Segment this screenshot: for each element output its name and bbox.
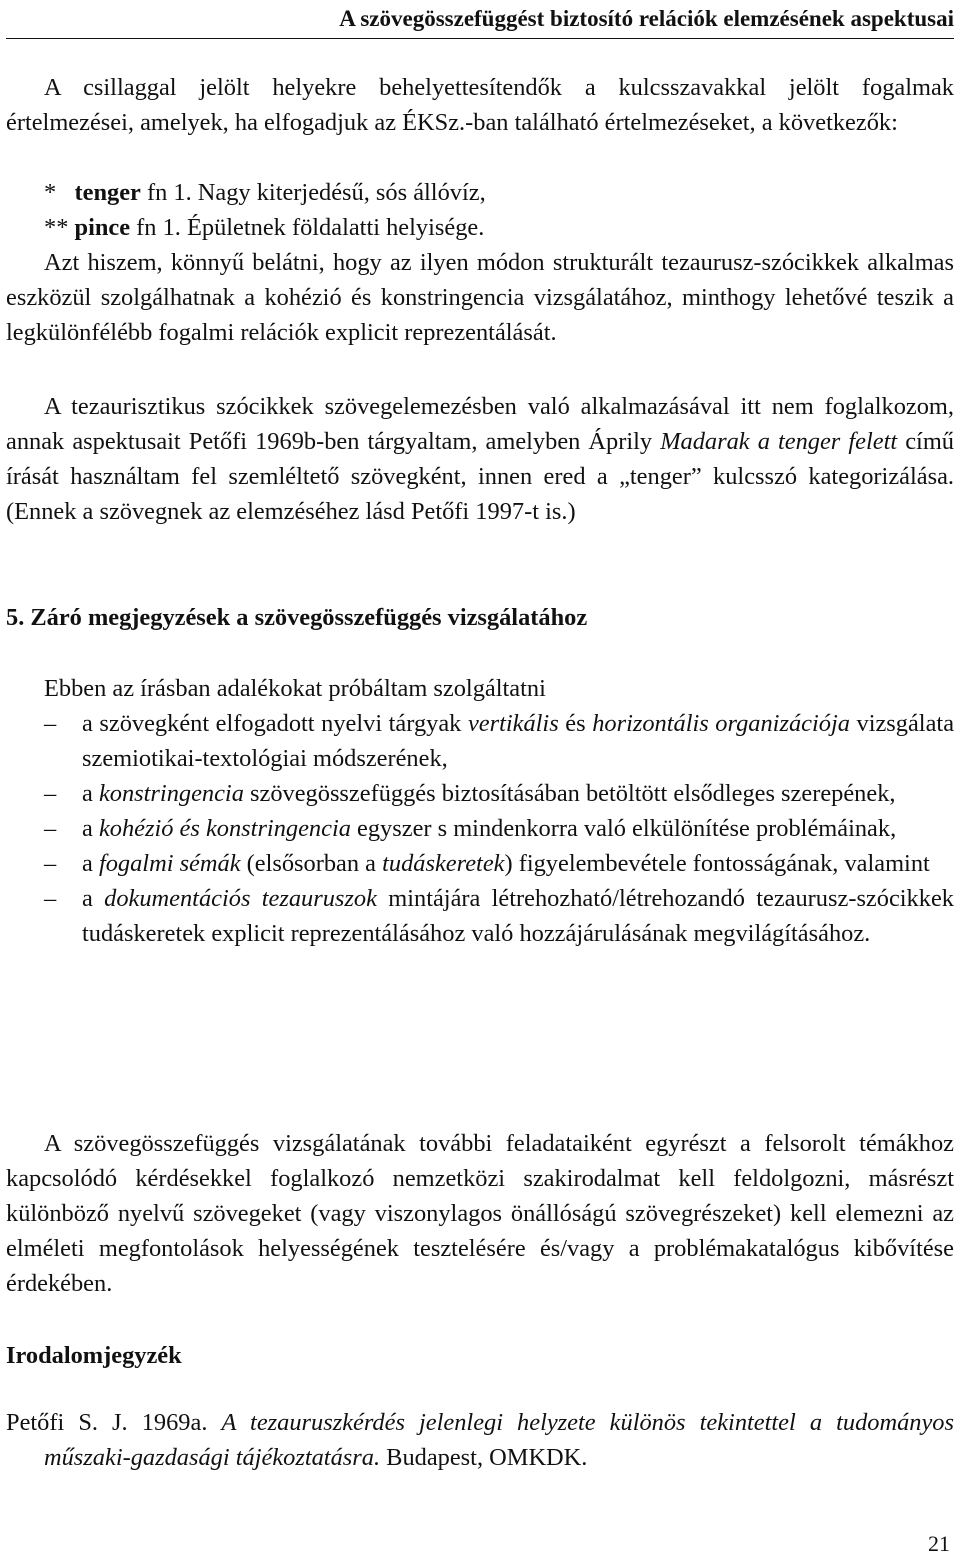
references-section bbox=[6, 1338, 954, 1373]
reference-author: Petőfi S. J. 1969a. bbox=[6, 1409, 208, 1436]
definition-tenger bbox=[6, 175, 954, 210]
section-5-body bbox=[6, 671, 954, 951]
definition-keyword: tenger bbox=[74, 179, 141, 206]
previous-work-text-2: című írását használtam fel szemléltető szövegként, innen ered a „tenger” kulcsszó kategorizálása. (Ennek a szövegnek az elemzéséhez lásd Petőfi 1997-t is.) bbox=[6, 428, 954, 525]
dash-bullet: – bbox=[44, 885, 57, 912]
list-item bbox=[6, 706, 954, 776]
list-item-text: vizsgálata szemiotikai-textológiai módszerének, bbox=[82, 710, 955, 772]
thesaurus-paragraph: Azt hiszem, könnyű belátni, hogy az ilyen módon strukturált tezaurusz-szócikkek alkalmas eszközül szolgálhatnak a kohézió és konstringencia vizsgálatához, minthogy lehetővé teszik a legkülönfélébb fogalmi relációk explicit reprezentálását. bbox=[6, 249, 954, 346]
list-item-text: szövegösszefüggés biztosításában betöltött elsődleges szerepének, bbox=[250, 780, 896, 807]
list-item-text: a bbox=[82, 780, 93, 807]
dash-bullet: – bbox=[44, 815, 57, 842]
reference-entry bbox=[6, 1405, 954, 1475]
list-item-text: (elsősorban a bbox=[246, 850, 377, 877]
references-heading: Irodalomjegyzék bbox=[6, 1342, 182, 1369]
list-item-text: és bbox=[565, 710, 586, 737]
list-item-emphasis: konstringencia bbox=[98, 780, 244, 807]
section-intro: Ebben az írásban adalékokat próbáltam szolgáltatni bbox=[44, 675, 546, 702]
list-item bbox=[6, 776, 954, 811]
list-item-emphasis: dokumentációs tezauruszok bbox=[104, 885, 377, 912]
reference-title: A tezauruszkérdés jelenlegi helyzete különös tekintettel a tudományos műszaki-gazdasági tájékoztatásra. bbox=[44, 1409, 954, 1471]
list-item-emphasis: horizontális organizációja bbox=[592, 710, 850, 737]
dash-bullet: – bbox=[44, 850, 57, 877]
list-item bbox=[6, 881, 954, 951]
list-item-text: a bbox=[82, 815, 93, 842]
previous-work-text-1: A tezaurisztikus szócikkek szövegelemezésben való alkalmazásával itt nem foglalkozom, annak aspektusait Petőfi 1969b-ben tárgyaltam, amelyben Áprily bbox=[6, 393, 954, 455]
header-rule bbox=[6, 38, 954, 39]
definition-marker: ** bbox=[44, 214, 69, 241]
list-item-text: a bbox=[82, 885, 93, 912]
list-item-text: a bbox=[82, 850, 93, 877]
list-item bbox=[6, 811, 954, 846]
section-heading: 5. Záró megjegyzések a szövegösszefüggés vizsgálatához bbox=[6, 604, 588, 631]
definition-list bbox=[6, 175, 954, 245]
definition-marker: * bbox=[44, 179, 57, 206]
list-item-emphasis: fogalmi sémák bbox=[98, 850, 241, 877]
list-item-text: ) figyelembevétele fontosságának, valamint bbox=[504, 850, 930, 877]
intro-paragraph: A csillaggal jelölt helyekre behelyettesítendők a kulcsszavakkal jelölt fogalmak értelmezései, amelyek, ha elfogadjuk az ÉKSz.-ban található értelmezéseket, a következők: bbox=[6, 74, 954, 136]
list-item-text: egyszer s mindenkorra való elkülönítése problémáinak, bbox=[357, 815, 897, 842]
previous-work-paragraph bbox=[6, 389, 954, 529]
list-item-emphasis: kohézió és konstringencia bbox=[98, 815, 351, 842]
reference-publisher: Budapest, OMKDK. bbox=[386, 1444, 588, 1471]
definition-pince bbox=[6, 210, 954, 245]
list-item bbox=[6, 846, 954, 881]
definition-text: fn 1. Nagy kiterjedésű, sós állóvíz, bbox=[146, 179, 486, 206]
running-header: A szövegösszefüggést biztosító relációk elemzésének aspektusai bbox=[339, 6, 954, 31]
closing-paragraph: A szövegösszefüggés vizsgálatának további feladataiként egyrészt a felsorolt témákhoz kapcsolódó kérdésekkel foglalkozó nemzetközi szakirodalmat kell feldolgozni, másrészt különböző nyelvű szövegeket (vagy viszonylagos önállóságú szövegrészeket) kell elemezni az elméleti megfontolások helyességének tesztelésére és/vagy a problémakatalógus kibővítése érdekében. bbox=[6, 1130, 954, 1297]
definition-keyword: pince bbox=[74, 214, 131, 241]
section-5 bbox=[6, 600, 954, 635]
definition-text: fn 1. Épületnek földalatti helyisége. bbox=[136, 214, 485, 241]
page-number: 21 bbox=[928, 1531, 950, 1556]
list-item-text: a szövegként elfogadott nyelvi tárgyak bbox=[82, 710, 462, 737]
list-item-emphasis: tudáskeretek bbox=[382, 850, 505, 877]
reference-list bbox=[6, 1405, 954, 1475]
dash-bullet: – bbox=[44, 710, 57, 737]
list-item-text: mintájára létrehozható/létrehozandó tezaurusz-szócikkek tudáskeretek explicit reprezentálásához való hozzájárulásának megvilágításához. bbox=[82, 885, 954, 947]
dash-bullet: – bbox=[44, 780, 57, 807]
cited-work-title: Madarak a tenger felett bbox=[660, 428, 898, 455]
list-item-emphasis: vertikális bbox=[467, 710, 559, 737]
